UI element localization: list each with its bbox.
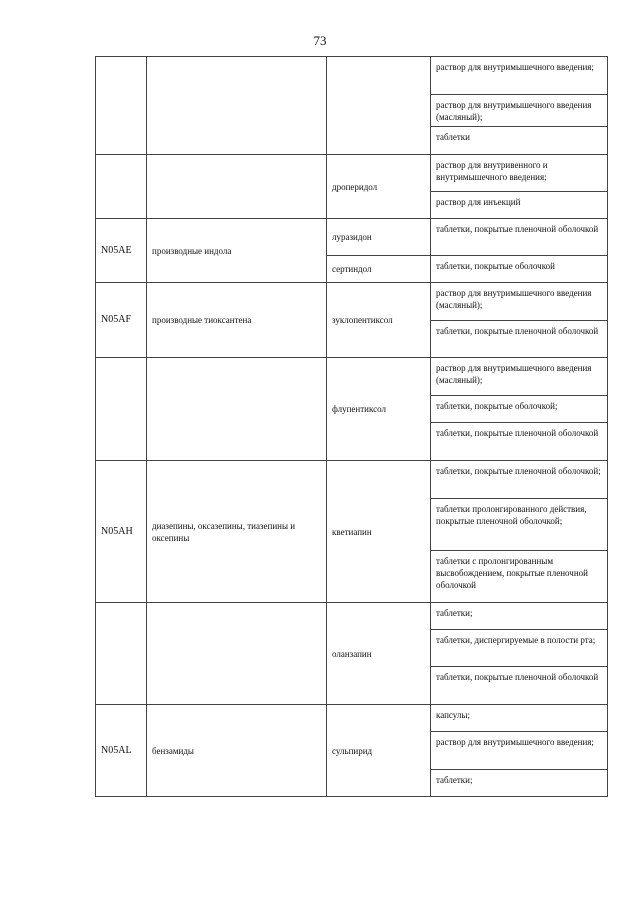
- drug-name-cell: дроперидол: [327, 155, 431, 219]
- group-name-cell: [147, 155, 327, 219]
- drug-name-cell: кветиапин: [327, 461, 431, 603]
- dosage-form-cell: капсулы;: [431, 705, 608, 732]
- drug-name-cell: зуклопентиксол: [327, 283, 431, 358]
- dosage-form-cell: таблетки, покрытые пленочной оболочкой: [431, 667, 608, 705]
- table-row: [96, 461, 608, 499]
- group-name-cell: [147, 603, 327, 705]
- dosage-form-cell: таблетки, покрытые пленочной оболочкой;: [431, 461, 608, 499]
- drug-name-cell: сертиндол: [327, 256, 431, 283]
- group-name-cell: производные тиоксантена: [147, 283, 327, 358]
- table-row: [96, 358, 608, 396]
- dosage-form-cell: таблетки, покрытые пленочной оболочкой: [431, 423, 608, 461]
- atc-code-cell: N05AL: [96, 705, 147, 797]
- table-row: [96, 705, 608, 732]
- dosage-form-cell: таблетки с пролонгированным высвобождением, покрытые пленочной оболочкой: [431, 551, 608, 603]
- drug-name-cell: сульпирид: [327, 705, 431, 797]
- table-row: [96, 283, 608, 321]
- atc-code-cell: N05AF: [96, 283, 147, 358]
- atc-code-cell: N05AH: [96, 461, 147, 603]
- dosage-form-cell: таблетки;: [431, 770, 608, 797]
- drug-name-cell: оланзапин: [327, 603, 431, 705]
- group-name-cell: [147, 358, 327, 461]
- dosage-form-cell: раствор для внутримышечного введения (масляный);: [431, 283, 608, 321]
- dosage-form-cell: таблетки, диспергируемые в полости рта;: [431, 630, 608, 667]
- atc-code-cell: [96, 603, 147, 705]
- dosage-form-cell: раствор для внутривенного и внутримышечного введения;: [431, 155, 608, 192]
- dosage-form-cell: раствор для инъекций: [431, 192, 608, 219]
- dosage-form-cell: таблетки, покрытые пленочной оболочкой: [431, 321, 608, 358]
- dosage-form-cell: раствор для внутримышечного введения (масляный);: [431, 358, 608, 396]
- drug-table: [95, 56, 608, 797]
- drug-name-cell: флупентиксол: [327, 358, 431, 461]
- drug-table-body: [96, 57, 608, 797]
- atc-code-cell: [96, 155, 147, 219]
- table-row: [96, 57, 608, 95]
- dosage-form-cell: раствор для внутримышечного введения;: [431, 732, 608, 770]
- table-row: [96, 219, 608, 256]
- dosage-form-cell: таблетки: [431, 127, 608, 155]
- group-name-cell: бензамиды: [147, 705, 327, 797]
- dosage-form-cell: таблетки, покрытые оболочкой;: [431, 396, 608, 423]
- page-number: 73: [313, 33, 327, 48]
- dosage-form-cell: таблетки пролонгированного действия, покрытые пленочной оболочкой;: [431, 499, 608, 551]
- dosage-form-cell: таблетки, покрытые пленочной оболочкой: [431, 219, 608, 256]
- dosage-form-cell: раствор для внутримышечного введения;: [431, 57, 608, 95]
- dosage-form-cell: таблетки, покрытые оболочкой: [431, 256, 608, 283]
- atc-code-cell: N05AE: [96, 219, 147, 283]
- dosage-form-cell: таблетки;: [431, 603, 608, 630]
- group-name-cell: производные индола: [147, 219, 327, 283]
- drug-name-cell: луразидон: [327, 219, 431, 256]
- drug-name-cell: [327, 57, 431, 155]
- atc-code-cell: [96, 57, 147, 155]
- group-name-cell: [147, 57, 327, 155]
- table-row: [96, 155, 608, 192]
- table-row: [96, 603, 608, 630]
- atc-code-cell: [96, 358, 147, 461]
- group-name-cell: диазепины, оксазепины, тиазепины и оксепины: [147, 461, 327, 603]
- dosage-form-cell: раствор для внутримышечного введения (масляный);: [431, 95, 608, 127]
